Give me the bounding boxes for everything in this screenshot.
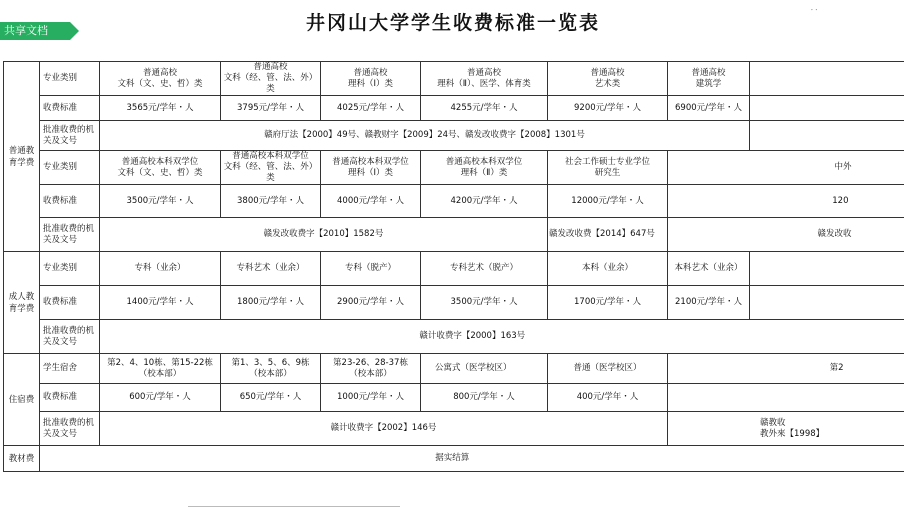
row-label-approval: 批准收费的机关及文号 (40, 218, 100, 252)
section-textbook: 教材费 (4, 446, 40, 472)
fee-cell: 3800元/学年・人 (221, 185, 321, 218)
major-cell: 普通高校 艺术类 (548, 62, 668, 96)
row-label-major: 专业类别 (40, 62, 100, 96)
corner-mark: ．． (810, 3, 824, 13)
row-label-fee: 收费标准 (40, 185, 100, 218)
fee-cell: 3500元/学年・人 (421, 286, 548, 320)
major-cell: 普通高校 建筑学 (668, 62, 750, 96)
dorm-cell: 第2、4、10栋、第15-22栋 （校本部） (100, 354, 221, 384)
dorm-cell: 第23-26、28-37栋 （校本部） (321, 354, 421, 384)
fee-cell: 9200元/学年・人 (548, 96, 668, 121)
major-cell: 本科艺术（业余） (668, 252, 750, 286)
fee-cell: 4255元/学年・人 (421, 96, 548, 121)
dorm-cell: 公寓式（医学校区） (421, 354, 548, 384)
fee-cell: 1800元/学年・人 (221, 286, 321, 320)
overflow-cell (750, 286, 904, 320)
row-label-fee: 收费标准 (40, 384, 100, 412)
fee-cell: 2100元/学年・人 (668, 286, 750, 320)
table-row (4, 62, 904, 96)
table-row (4, 218, 904, 252)
page-title: 井冈山大学学生收费标准一览表 (306, 12, 601, 34)
major-cell: 专科艺术（业余） (221, 252, 321, 286)
table-row (4, 185, 904, 218)
fee-table (3, 61, 904, 472)
shared-doc-badge: 共享文档 (0, 22, 70, 40)
fee-cell: 1400元/学年・人 (100, 286, 221, 320)
major-cell: 普通高校 理科（Ⅰ）类 (321, 62, 421, 96)
major-cell: 普通高校本科双学位 文科（经、管、法、外）类 (221, 151, 321, 185)
fee-cell: 12000元/学年・人 (548, 185, 668, 218)
fee-cell: 6900元/学年・人 (668, 96, 750, 121)
fee-cell: 400元/学年・人 (548, 384, 668, 412)
approval-cell: 赣计收费字【2002】146号 (100, 412, 668, 446)
table-row (4, 151, 904, 185)
row-label-fee: 收费标准 (40, 96, 100, 121)
row-label-dorm: 学生宿舍 (40, 354, 100, 384)
overflow-cell (750, 252, 904, 286)
section-regular: 普通教育学费 (4, 62, 40, 252)
major-cell: 专科（业余） (100, 252, 221, 286)
table-row (4, 286, 904, 320)
fee-cell (668, 384, 904, 412)
fee-cell: 4000元/学年・人 (321, 185, 421, 218)
approval-cell: 赣府厅法【2000】49号、赣教财字【2009】24号、赣发改收费字【2008】1301号 (100, 121, 750, 151)
major-cell: 本科（业余） (548, 252, 668, 286)
table-row (4, 320, 904, 354)
major-cell: 普通高校 理科（Ⅱ）、医学、体育类 (421, 62, 548, 96)
section-housing: 住宿费 (4, 354, 40, 446)
fee-cell: 3795元/学年・人 (221, 96, 321, 121)
major-cell: 中外 (668, 151, 904, 185)
dorm-cell: 普通（医学校区） (548, 354, 668, 384)
section-adult: 成人教育学费 (4, 252, 40, 354)
textbook-cell: 据实结算 (40, 446, 904, 472)
overflow-cell (750, 96, 904, 121)
table-row (4, 384, 904, 412)
table-row (4, 446, 904, 472)
major-cell: 专科艺术（脱产） (421, 252, 548, 286)
table-row (4, 252, 904, 286)
dorm-cell: 第2 (668, 354, 904, 384)
divider (188, 506, 400, 507)
row-label-approval: 批准收费的机关及文号 (40, 412, 100, 446)
row-label-major: 专业类别 (40, 151, 100, 185)
dorm-cell: 第1、3、5、6、9栋 （校本部） (221, 354, 321, 384)
major-cell: 普通高校本科双学位 理科（Ⅰ）类 (321, 151, 421, 185)
fee-cell: 120 (668, 185, 904, 218)
row-label-approval: 批准收费的机关及文号 (40, 121, 100, 151)
major-cell: 普通高校 文科（文、史、哲）类 (100, 62, 221, 96)
table-row (4, 96, 904, 121)
fee-cell: 3500元/学年・人 (100, 185, 221, 218)
approval-cell: 赣计收费字【2000】163号 (100, 320, 904, 354)
approval-cell: 赣教收 教外來【1998】 (668, 412, 904, 446)
fee-cell: 600元/学年・人 (100, 384, 221, 412)
table-row (4, 121, 904, 151)
approval-cell: 赣发改收费字【2010】1582号 (100, 218, 548, 252)
row-label-major: 专业类别 (40, 252, 100, 286)
major-cell: 社会工作硕士专业学位 研究生 (548, 151, 668, 185)
major-cell: 普通高校 文科（经、管、法、外）类 (221, 62, 321, 96)
major-cell: 普通高校本科双学位 理科（Ⅱ）类 (421, 151, 548, 185)
major-cell: 普通高校本科双学位 文科（文、史、哲）类 (100, 151, 221, 185)
row-label-fee: 收费标准 (40, 286, 100, 320)
fee-cell: 1700元/学年・人 (548, 286, 668, 320)
fee-cell: 2900元/学年・人 (321, 286, 421, 320)
fee-cell: 650元/学年・人 (221, 384, 321, 412)
table-row (4, 412, 904, 446)
fee-cell: 3565元/学年・人 (100, 96, 221, 121)
row-label-approval: 批准收费的机关及文号 (40, 320, 100, 354)
overflow-cell (750, 121, 904, 151)
approval-cell: 赣发改收 (668, 218, 904, 252)
fee-cell: 4200元/学年・人 (421, 185, 548, 218)
major-cell: 专科（脱产） (321, 252, 421, 286)
fee-cell: 1000元/学年・人 (321, 384, 421, 412)
approval-cell: 赣发改收费【2014】647号 (548, 218, 668, 252)
table-row (4, 354, 904, 384)
overflow-cell (750, 62, 904, 96)
fee-cell: 4025元/学年・人 (321, 96, 421, 121)
fee-cell: 800元/学年・人 (421, 384, 548, 412)
